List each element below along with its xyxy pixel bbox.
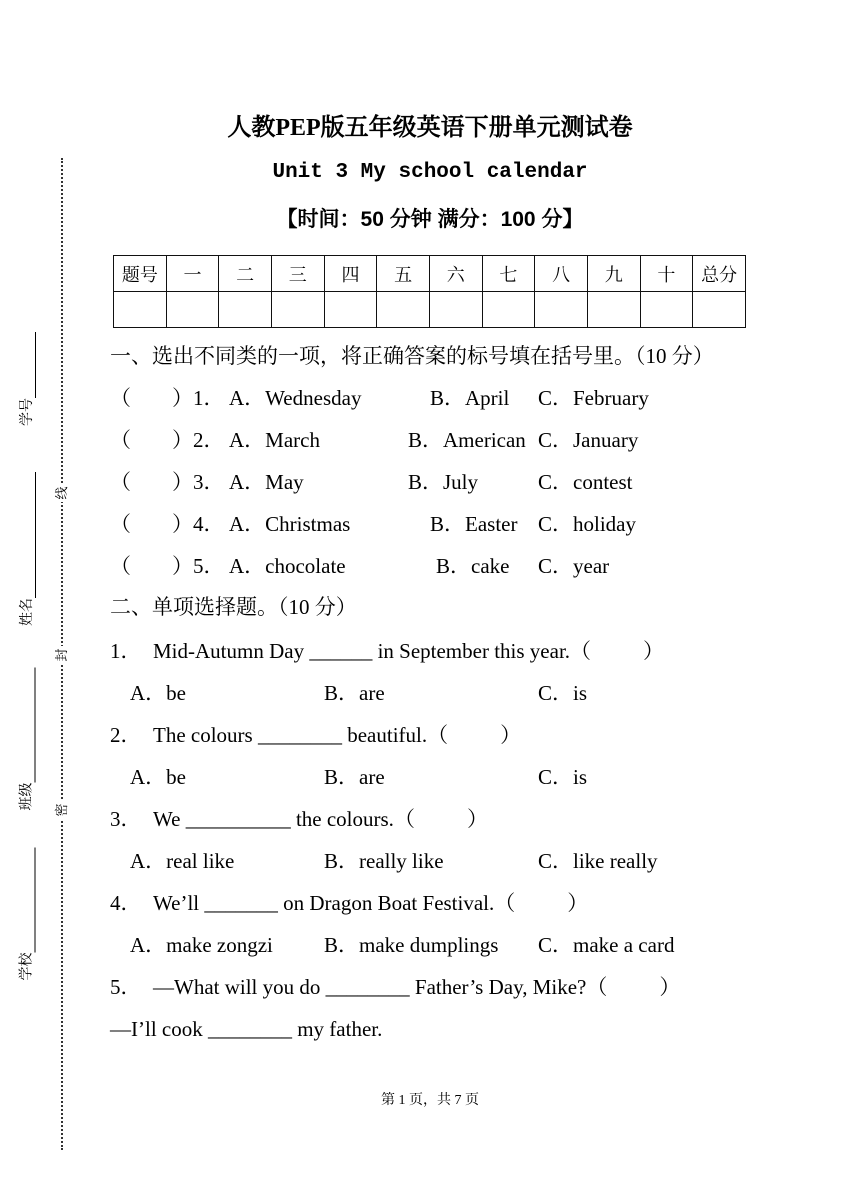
question-stem-line: [153, 798, 488, 840]
section1-item: [0, 545, 800, 587]
score-table: [113, 255, 746, 328]
option-c: C．make a card: [538, 933, 675, 957]
answer-paren-open: （: [110, 512, 131, 536]
option-c: C．is: [538, 765, 588, 789]
answer-paren-open: （: [110, 428, 131, 452]
section1-heading-row: [0, 335, 800, 377]
question-stem-line: [153, 714, 521, 756]
score-header-cell: 七: [482, 256, 535, 292]
score-header-cell: 六: [429, 256, 482, 292]
answer-paren-close: ）: [172, 512, 193, 536]
question-stem-line: [153, 966, 680, 1008]
question-number: 1．: [110, 639, 142, 663]
option-a: A．Christmas: [229, 512, 351, 536]
answer-paren-close: ）: [172, 470, 193, 494]
question-stem: We __________ the colours.: [153, 807, 394, 831]
score-table-header-row: [114, 256, 746, 292]
score-entry-cell: [114, 292, 167, 328]
score-entry-cell: [271, 292, 324, 328]
field-label: 姓名: [20, 598, 35, 626]
question-number: 5．: [193, 554, 225, 578]
item-number-group: [172, 419, 225, 461]
score-header-cell: 九: [587, 256, 640, 292]
field-label: 学校: [19, 952, 35, 981]
item-number-group: [172, 503, 225, 545]
question-number: 3．: [110, 807, 142, 831]
score-entry-cell: [429, 292, 482, 328]
score-header-cell: 二: [219, 256, 272, 292]
answer-paren-open: （: [110, 470, 131, 494]
question-number: 3．: [193, 470, 225, 494]
question-2: [0, 714, 800, 756]
question-4: [0, 882, 800, 924]
option-b: B．are: [324, 681, 385, 705]
answer-paren-close: ）: [172, 428, 193, 452]
score-entry-cell: [377, 292, 430, 328]
item-number-group: [172, 545, 225, 587]
seal-mark-seal: 封: [53, 646, 71, 664]
score-header-cell: 十: [640, 256, 693, 292]
option-b: B．July: [408, 470, 479, 494]
option-a: A．be: [130, 681, 186, 705]
question-5: [0, 966, 800, 1008]
question-stem-line: [153, 630, 664, 672]
score-header-cell: 一: [166, 256, 219, 292]
section2-heading-row: [0, 586, 800, 628]
answer-paren-open: （: [427, 723, 449, 747]
option-a: A．be: [130, 765, 186, 789]
answer-paren-open: （: [110, 386, 131, 410]
field-label: 学号: [20, 398, 35, 426]
answer-paren-close: ）: [500, 723, 522, 747]
answer-paren-close: ）: [172, 386, 193, 410]
question-number: 2．: [193, 428, 225, 452]
option-b: B．make dumplings: [324, 933, 499, 957]
score-header-cell: 三: [271, 256, 324, 292]
question-number: 4．: [110, 891, 142, 915]
question-stem: —What will you do ________ Father’s Day, Mike?: [153, 975, 587, 999]
item-number-group: [172, 461, 225, 503]
score-header-cell: 题号: [114, 256, 167, 292]
option-a: A．make zongzi: [130, 933, 273, 957]
question-number: 2．: [110, 723, 142, 747]
option-a: A．March: [229, 428, 320, 452]
option-a: A．chocolate: [229, 554, 346, 578]
option-c: C．contest: [538, 470, 633, 494]
answer-paren-open: （: [570, 639, 592, 663]
option-a: A．Wednesday: [229, 386, 362, 410]
score-entry-cell: [535, 292, 588, 328]
option-b: B．are: [324, 765, 385, 789]
option-c: C．January: [538, 428, 639, 452]
question-number: 1．: [193, 386, 225, 410]
question-1-options: [0, 672, 800, 714]
question-stem-line: [153, 882, 588, 924]
section1-item: [0, 461, 800, 503]
score-header-cell: 八: [535, 256, 588, 292]
question-number: 5．: [110, 975, 142, 999]
option-b: B．April: [430, 386, 510, 410]
question-number: 4．: [193, 512, 225, 536]
score-header-cell: 四: [324, 256, 377, 292]
seal-mark-line: 线: [53, 484, 71, 502]
question-3-options: [0, 840, 800, 882]
question-3: [0, 798, 800, 840]
section1-heading: 一、选出不同类的一项，将正确答案的标号填在括号里。（10 分）: [110, 344, 714, 368]
question-stem: Mid-Autumn Day ______ in September this year.: [153, 639, 571, 663]
answer-paren-open: （: [494, 891, 516, 915]
question-stem: We’ll _______ on Dragon Boat Festival.: [153, 891, 495, 915]
option-b: B．really like: [324, 849, 444, 873]
option-a: A．May: [229, 470, 304, 494]
question-5-continuation: [0, 1008, 800, 1050]
option-c: C．is: [538, 681, 588, 705]
section2-heading: 二、单项选择题。（10 分）: [110, 595, 357, 619]
answer-paren-close: ）: [567, 891, 589, 915]
score-entry-cell: [587, 292, 640, 328]
option-b: B．American: [408, 428, 526, 452]
answer-paren-open: （: [393, 807, 415, 831]
page-subtitle: Unit 3 My school calendar: [272, 161, 588, 184]
question-2-options: [0, 756, 800, 798]
score-header-cell: 五: [377, 256, 430, 292]
score-entry-cell: [482, 292, 535, 328]
question-stem: The colours ________ beautiful.: [153, 723, 428, 747]
answer-paren-open: （: [586, 975, 608, 999]
answer-paren-open: （: [110, 554, 131, 578]
field-label: 班级: [19, 782, 35, 811]
option-a: A．real like: [130, 849, 235, 873]
section1-item: [0, 503, 800, 545]
exam-time-info: 【时间：50 分钟 满分：100 分】: [276, 208, 584, 231]
score-entry-cell: [693, 292, 746, 328]
option-c: C．year: [538, 554, 610, 578]
section1-item: [0, 377, 800, 419]
option-c: C．like really: [538, 849, 658, 873]
question-continuation: —I’ll cook ________ my father.: [110, 1017, 383, 1041]
option-c: C．holiday: [538, 512, 636, 536]
answer-paren-close: ）: [643, 639, 665, 663]
question-4-options: [0, 924, 800, 966]
option-b: B．cake: [436, 554, 510, 578]
answer-paren-close: ）: [466, 807, 488, 831]
answer-paren-close: ）: [172, 554, 193, 578]
score-entry-cell: [219, 292, 272, 328]
score-entry-cell: [640, 292, 693, 328]
score-entry-cell: [166, 292, 219, 328]
question-1: [0, 630, 800, 672]
score-header-cell: 总分: [693, 256, 746, 292]
page-footer: 第 1 页，共 7 页: [381, 1093, 479, 1108]
option-c: C．February: [538, 386, 649, 410]
page-title: 人教PEP版五年级英语下册单元测试卷: [227, 115, 633, 141]
section1-item: [0, 419, 800, 461]
item-number-group: [172, 377, 225, 419]
option-b: B．Easter: [430, 512, 518, 536]
answer-paren-close: ）: [659, 975, 681, 999]
score-entry-cell: [324, 292, 377, 328]
seal-mark-secret: 密: [53, 801, 71, 819]
score-table-entry-row: [114, 292, 746, 328]
